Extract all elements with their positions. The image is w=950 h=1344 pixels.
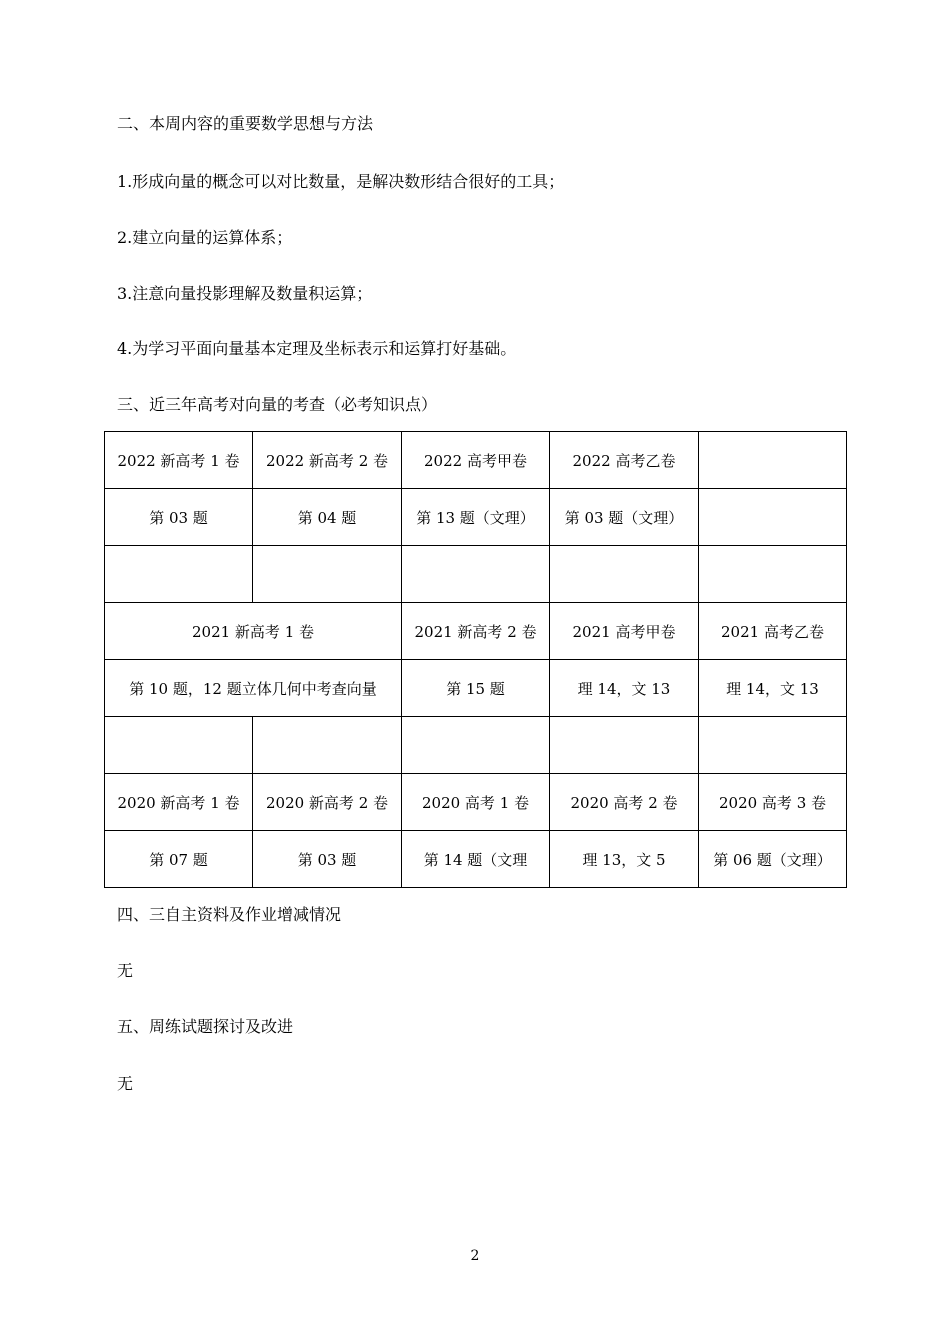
materials-body: 无 [117,961,134,980]
table-row-2020-questions [105,831,847,888]
exam-table [104,431,847,888]
table-row-2022-questions [105,489,847,546]
table-cell: 第 13 题（文理） [402,489,550,546]
table-row-2020-headers [105,774,847,831]
page-number: 2 [470,1248,480,1264]
table-cell: 2022 新高考 2 卷 [253,432,402,489]
table-cell [699,489,847,546]
table-cell-empty [105,546,253,603]
table-cell: 第 03 题 [105,489,253,546]
table-cell: 2022 新高考 1 卷 [105,432,253,489]
table-cell-empty [253,717,402,774]
table-row-2022-headers [105,432,847,489]
table-cell: 第 07 题 [105,831,253,888]
method-item-2: 2.建立向量的运算体系； [117,228,293,247]
section-heading-practice: 五、周练试题探讨及改进 [117,1017,294,1036]
table-cell: 第 14 题（文理 [402,831,550,888]
table-cell: 第 04 题 [253,489,402,546]
table-cell-empty [402,546,550,603]
table-row-empty [105,546,847,603]
table-cell: 2022 高考甲卷 [402,432,550,489]
table-cell: 理 14，文 13 [699,660,847,717]
method-item-4: 4.为学习平面向量基本定理及坐标表示和运算打好基础。 [117,339,517,358]
table-cell-empty [105,717,253,774]
table-cell: 第 03 题（文理） [550,489,699,546]
table-cell: 第 15 题 [402,660,550,717]
table-cell: 理 14，文 13 [550,660,699,717]
table-cell: 2021 高考甲卷 [550,603,699,660]
table-cell-empty [253,546,402,603]
method-item-1: 1.形成向量的概念可以对比数量，是解决数形结合很好的工具； [117,172,565,191]
practice-body: 无 [117,1074,134,1093]
table-cell-empty [550,546,699,603]
table-cell-empty [699,546,847,603]
table-cell [699,432,847,489]
table-cell: 2020 高考 1 卷 [402,774,550,831]
table-cell: 第 06 题（文理） [699,831,847,888]
method-item-3: 3.注意向量投影理解及数量积运算； [117,284,373,303]
table-row-2021-questions [105,660,847,717]
table-cell: 2021 高考乙卷 [699,603,847,660]
section-heading-materials: 四、三自主资料及作业增减情况 [117,905,342,924]
table-cell: 2021 新高考 2 卷 [402,603,550,660]
table-cell: 2020 新高考 1 卷 [105,774,253,831]
section-heading-exam: 三、近三年高考对向量的考查（必考知识点） [117,395,438,414]
table-cell-empty [550,717,699,774]
table-cell: 2020 高考 3 卷 [699,774,847,831]
table-cell: 2020 高考 2 卷 [550,774,699,831]
table-cell-empty [402,717,550,774]
table-cell: 2020 新高考 2 卷 [253,774,402,831]
table-cell: 2021 新高考 1 卷 [105,603,402,660]
table-cell-empty [699,717,847,774]
table-cell: 第 03 题 [253,831,402,888]
section-heading-methods: 二、本周内容的重要数学思想与方法 [117,114,374,133]
table-cell: 理 13，文 5 [550,831,699,888]
table-cell: 2022 高考乙卷 [550,432,699,489]
table-row-2021-headers [105,603,847,660]
table-cell: 第 10 题，12 题立体几何中考查向量 [105,660,402,717]
table-row-empty [105,717,847,774]
